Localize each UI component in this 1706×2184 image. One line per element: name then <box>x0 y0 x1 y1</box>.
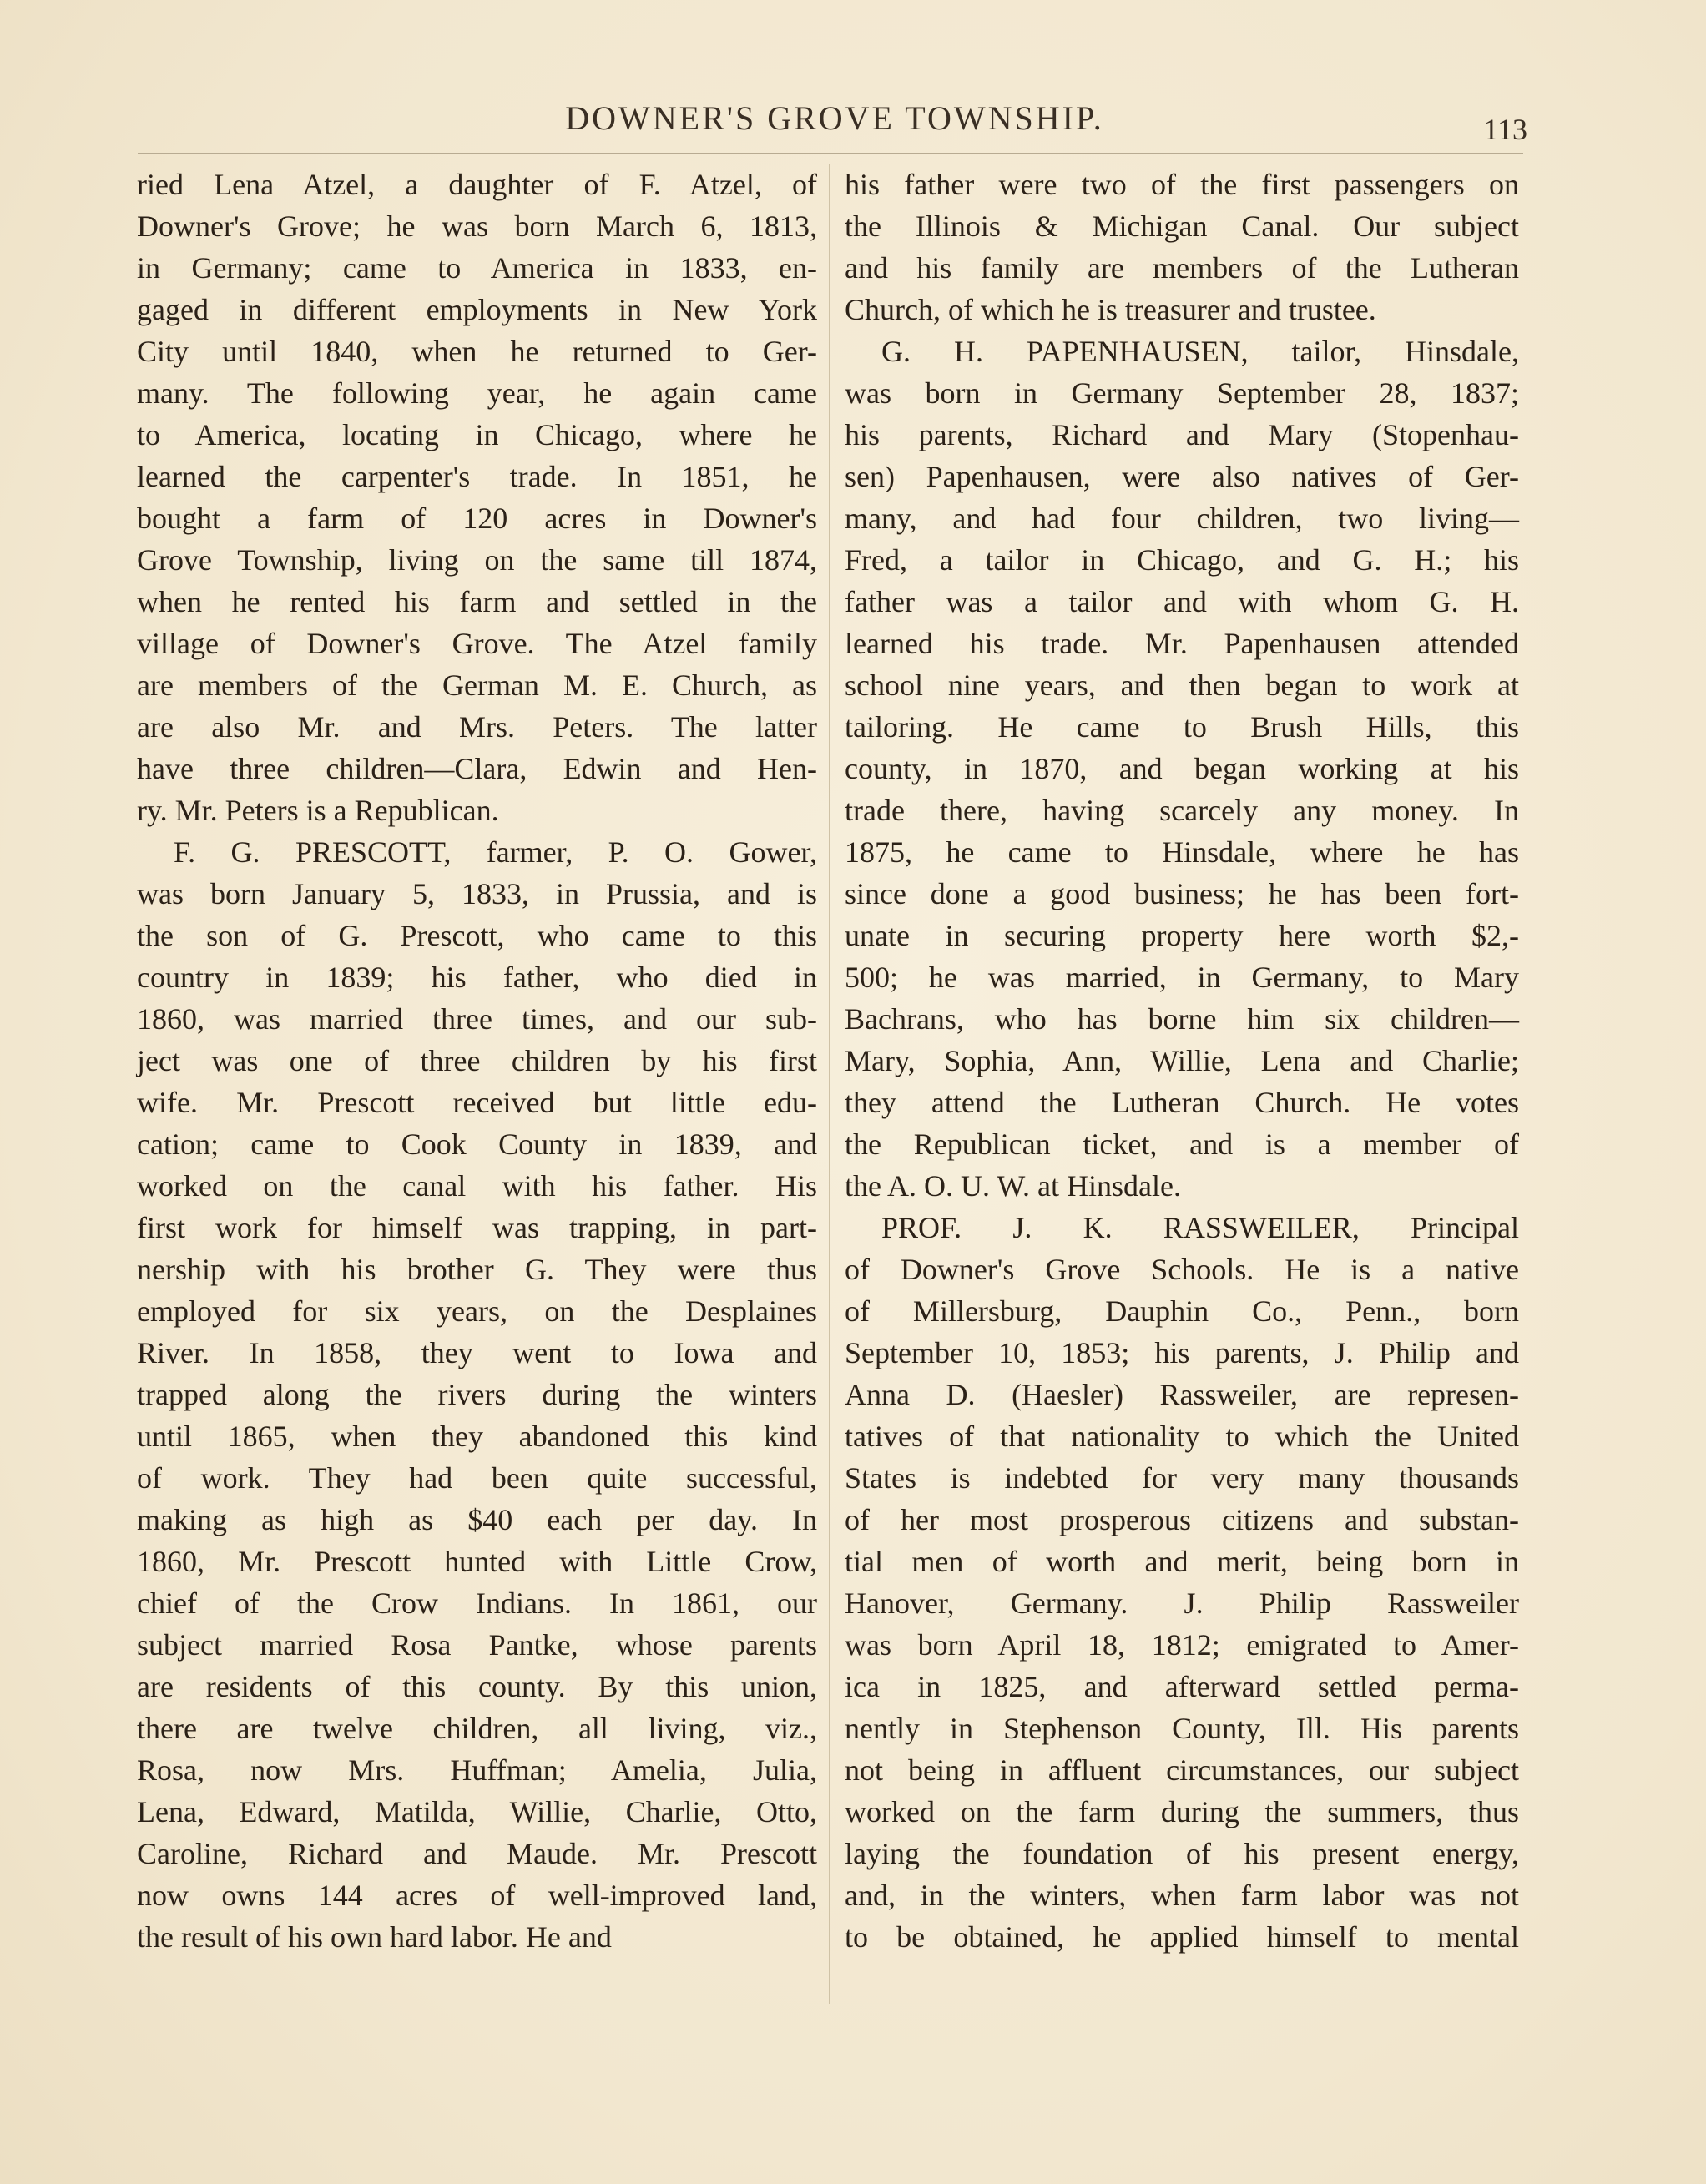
text-line: village of Downer's Grove. The Atzel family <box>137 627 817 660</box>
text-line: school nine years, and then began to work at <box>845 668 1519 702</box>
text-line: making as high as $40 each per day. In <box>137 1503 817 1536</box>
text-line: Lena, Edward, Matilda, Willie, Charlie, Otto, <box>137 1795 817 1828</box>
text-line: first work for himself was trapping, in part- <box>137 1211 817 1244</box>
text-line: 1860, was married three times, and our sub- <box>137 1002 817 1036</box>
text-line: trapped along the rivers during the winters <box>137 1378 817 1411</box>
column-divider <box>829 164 830 2004</box>
text-line: the Republican ticket, and is a member of <box>845 1127 1519 1161</box>
text-line: the result of his own hard labor. He and <box>137 1920 612 1954</box>
text-line: 500; he was married, in Germany, to Mary <box>845 961 1519 994</box>
text-line: and his family are members of the Lutheran <box>845 251 1519 285</box>
text-line: bought a farm of 120 acres in Downer's <box>137 502 817 535</box>
text-line: to America, locating in Chicago, where he <box>137 418 817 451</box>
text-line: wife. Mr. Prescott received but little edu- <box>137 1086 817 1119</box>
text-line: unate in securing property here worth $2,- <box>845 919 1519 952</box>
header-rule <box>138 153 1523 154</box>
text-line: Mary, Sophia, Ann, Willie, Lena and Charlie; <box>845 1044 1519 1077</box>
text-line: employed for six years, on the Desplaines <box>137 1294 817 1328</box>
text-line: are members of the German M. E. Church, as <box>137 668 817 702</box>
text-line: not being in affluent circumstances, our subject <box>845 1753 1519 1787</box>
text-line: country in 1839; his father, who died in <box>137 961 817 994</box>
text-line: River. In 1858, they went to Iowa and <box>137 1336 817 1369</box>
text-line: Anna D. (Haesler) Rassweiler, are represen- <box>845 1378 1519 1411</box>
text-line: was born in Germany September 28, 1837; <box>845 376 1519 410</box>
text-line: Downer's Grove; he was born March 6, 1813, <box>137 209 817 243</box>
text-line: nership with his brother G. They were thus <box>137 1253 817 1286</box>
text-line: have three children—Clara, Edwin and Hen- <box>137 752 817 785</box>
text-line: was born January 5, 1833, in Prussia, and is <box>137 877 817 910</box>
text-line: are also Mr. and Mrs. Peters. The latter <box>137 710 817 744</box>
text-line: the Illinois & Michigan Canal. Our subject <box>845 209 1519 243</box>
text-line: to be obtained, he applied himself to mental <box>845 1920 1519 1954</box>
text-line: there are twelve children, all living, viz., <box>137 1712 817 1745</box>
text-line: learned his trade. Mr. Papenhausen attended <box>845 627 1519 660</box>
text-line: gaged in different employments in New York <box>137 293 817 326</box>
text-line: States is indebted for very many thousands <box>845 1461 1519 1495</box>
text-line: many. The following year, he again came <box>137 376 817 410</box>
left-column <box>137 164 817 1958</box>
text-line: tatives of that nationality to which the United <box>845 1420 1519 1453</box>
text-line: Fred, a tailor in Chicago, and G. H.; his <box>845 543 1519 577</box>
text-line: trade there, having scarcely any money. In <box>845 794 1519 827</box>
text-line: ica in 1825, and afterward settled perma- <box>845 1670 1519 1703</box>
text-line: worked on the canal with his father. His <box>137 1169 817 1203</box>
text-line: the A. O. U. W. at Hinsdale. <box>845 1169 1181 1203</box>
text-line: was born April 18, 1812; emigrated to Amer- <box>845 1628 1519 1662</box>
page-number: 113 <box>1483 113 1527 146</box>
text-line: tial men of worth and merit, being born in <box>845 1545 1519 1578</box>
text-line: ry. Mr. Peters is a Republican. <box>137 794 499 827</box>
text-line: subject married Rosa Pantke, whose parents <box>137 1628 817 1662</box>
text-line: Grove Township, living on the same till 1874, <box>137 543 817 577</box>
text-line: his parents, Richard and Mary (Stopenhau- <box>845 418 1519 451</box>
text-line: laying the foundation of his present energy, <box>845 1837 1519 1870</box>
running-head: DOWNER'S GROVE TOWNSHIP. <box>565 99 1104 137</box>
text-line: nently in Stephenson County, Ill. His parents <box>845 1712 1519 1745</box>
text-line: sen) Papenhausen, were also natives of Ger- <box>845 460 1519 493</box>
text-line: and, in the winters, when farm labor was not <box>845 1879 1519 1912</box>
text-line: are residents of this county. By this union, <box>137 1670 817 1703</box>
text-line: tailoring. He came to Brush Hills, this <box>845 710 1519 744</box>
text-line: 1860, Mr. Prescott hunted with Little Crow, <box>137 1545 817 1578</box>
text-line: 1875, he came to Hinsdale, where he has <box>845 835 1519 869</box>
text-line: they attend the Lutheran Church. He votes <box>845 1086 1519 1119</box>
text-line: Hanover, Germany. J. Philip Rassweiler <box>845 1586 1519 1620</box>
text-line: learned the carpenter's trade. In 1851, he <box>137 460 817 493</box>
text-line: September 10, 1853; his parents, J. Philip and <box>845 1336 1519 1369</box>
text-line: in Germany; came to America in 1833, en- <box>137 251 817 285</box>
text-line: of Downer's Grove Schools. He is a native <box>845 1253 1519 1286</box>
text-line: PROF. J. K. RASSWEILER, Principal <box>881 1211 1519 1244</box>
text-line: G. H. PAPENHAUSEN, tailor, Hinsdale, <box>881 335 1519 368</box>
text-line: Church, of which he is treasurer and trustee. <box>845 293 1376 326</box>
right-column <box>845 164 1519 1958</box>
text-line: when he rented his farm and settled in the <box>137 585 817 618</box>
text-line: of work. They had been quite successful, <box>137 1461 817 1495</box>
text-line: since done a good business; he has been fort- <box>845 877 1519 910</box>
text-line: now owns 144 acres of well-improved land, <box>137 1879 817 1912</box>
text-line: many, and had four children, two living— <box>845 502 1519 535</box>
text-line: of Millersburg, Dauphin Co., Penn., born <box>845 1294 1519 1328</box>
text-line: father was a tailor and with whom G. H. <box>845 585 1519 618</box>
text-line: worked on the farm during the summers, thus <box>845 1795 1519 1828</box>
text-line: Bachrans, who has borne him six children— <box>845 1002 1519 1036</box>
text-line: of her most prosperous citizens and substan- <box>845 1503 1519 1536</box>
text-line: cation; came to Cook County in 1839, and <box>137 1127 817 1161</box>
text-line: his father were two of the first passengers on <box>845 168 1519 201</box>
text-line: Caroline, Richard and Maude. Mr. Prescott <box>137 1837 817 1870</box>
text-line: the son of G. Prescott, who came to this <box>137 919 817 952</box>
text-line: ried Lena Atzel, a daughter of F. Atzel, of <box>137 168 817 201</box>
text-line: chief of the Crow Indians. In 1861, our <box>137 1586 817 1620</box>
text-line: City until 1840, when he returned to Ger- <box>137 335 817 368</box>
text-line: county, in 1870, and began working at his <box>845 752 1519 785</box>
text-line: ject was one of three children by his first <box>137 1044 817 1077</box>
text-line: until 1865, when they abandoned this kind <box>137 1420 817 1453</box>
text-line: Rosa, now Mrs. Huffman; Amelia, Julia, <box>137 1753 817 1787</box>
text-line: F. G. PRESCOTT, farmer, P. O. Gower, <box>174 835 817 869</box>
